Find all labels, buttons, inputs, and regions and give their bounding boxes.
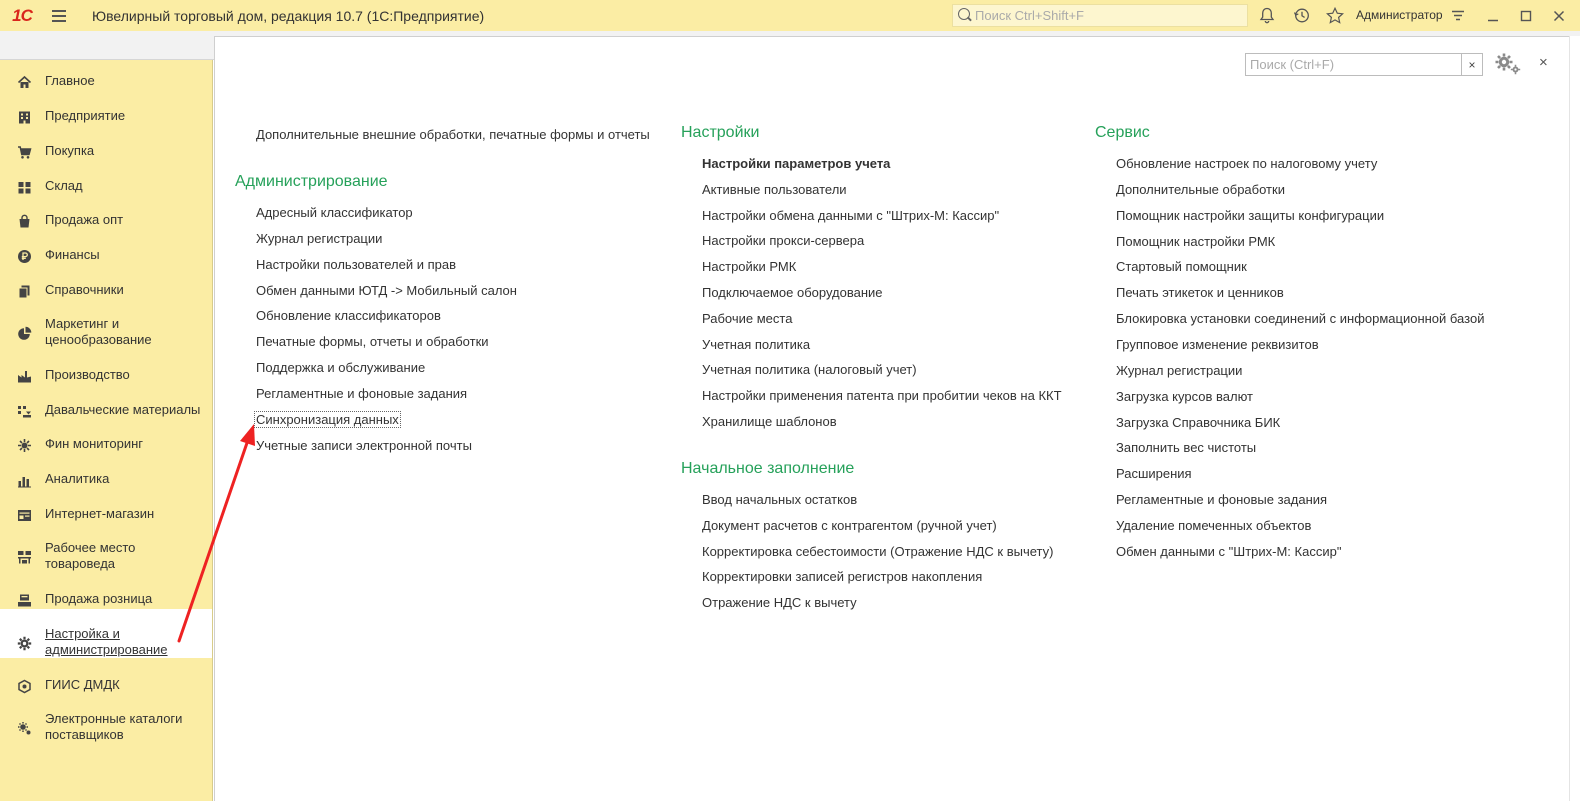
group-settings-heading: Настройки	[681, 124, 760, 141]
sidebar-item-label: Склад	[45, 178, 83, 193]
app-title: Ювелирный торговый дом, редакция 10.7 (1С:Предприятие)	[92, 7, 485, 24]
nav-link[interactable]: Стартовый помощник	[1116, 259, 1247, 275]
enterprise-icon	[15, 108, 33, 126]
nav-link[interactable]: Обновление классификаторов	[256, 308, 441, 324]
sidebar-item[interactable]	[0, 178, 212, 196]
webshop-icon	[15, 506, 33, 524]
scrollbar[interactable]	[1569, 36, 1580, 801]
sidebar-item[interactable]	[0, 73, 212, 91]
sidebar-item[interactable]	[0, 212, 212, 230]
nav-link[interactable]: Адресный классификатор	[256, 205, 413, 220]
sidebar-item[interactable]	[0, 506, 212, 524]
sidebar-item-label: Покупка	[45, 143, 95, 158]
nav-link[interactable]: Обмен данными с "Штрих-М: Кассир"	[1116, 543, 1342, 559]
sidebar-item[interactable]	[0, 108, 212, 126]
nav-link[interactable]: Регламентные и фоновые задания	[1116, 492, 1328, 508]
nav-link[interactable]: Настройки параметров учета	[702, 156, 891, 171]
nav-link[interactable]: Групповое изменение реквизитов	[1116, 336, 1319, 352]
pie-chart-icon	[15, 324, 33, 342]
nav-link[interactable]: Настройки применения патента при пробитии чеков на ККТ	[702, 388, 1062, 404]
sidebar-item-label: Финансы	[45, 247, 100, 262]
sidebar-item[interactable]	[0, 282, 212, 300]
bell-icon[interactable]	[1254, 0, 1280, 31]
nav-link[interactable]: Печать этикеток и ценников	[1116, 285, 1284, 301]
nav-link[interactable]: Удаление помеченных объектов	[1116, 517, 1312, 533]
sidebar-item[interactable]	[0, 471, 212, 489]
nav-link[interactable]: Настройки обмена данными с "Штрих-М: Кассир"	[702, 207, 1000, 223]
monitoring-icon	[15, 436, 33, 454]
nav-link[interactable]: Заполнить вес чистоты	[1116, 440, 1257, 456]
sidebar-item[interactable]	[0, 677, 212, 695]
sidebar-item[interactable]	[0, 316, 212, 348]
sidebar-item[interactable]	[0, 367, 212, 385]
group-service-heading: Сервис	[1095, 124, 1150, 141]
nav-link[interactable]: Учетная политика	[702, 336, 811, 352]
retail-icon	[15, 591, 33, 609]
section-content	[214, 36, 1569, 801]
cart-icon	[15, 143, 33, 161]
sidebar-item[interactable]	[0, 143, 212, 161]
sidebar-item-label: ГИИС ДМДК	[45, 677, 120, 692]
warehouse-icon	[15, 178, 33, 196]
clear-search-icon[interactable]: ×	[1461, 54, 1482, 75]
nav-link[interactable]: Отражение НДС к вычету	[702, 595, 857, 611]
nav-link[interactable]: Печатные формы, отчеты и обработки	[256, 334, 489, 350]
gear-icon	[15, 634, 33, 652]
sidebar-item-label: Продажа опт	[45, 212, 124, 227]
nav-link[interactable]: Подключаемое оборудование	[702, 285, 883, 300]
form-search-input[interactable]	[1246, 54, 1461, 75]
nav-link[interactable]: Ввод начальных остатков	[702, 492, 858, 507]
sidebar-item[interactable]	[0, 436, 212, 454]
reference-icon	[15, 282, 33, 300]
current-user[interactable]: Администратор	[1356, 8, 1443, 22]
sidebar-item[interactable]	[0, 711, 212, 743]
group-initial-fill-heading: Начальное заполнение	[681, 460, 855, 477]
nav-link[interactable]: Загрузка курсов валют	[1116, 388, 1253, 404]
sidebar-item-label: Интернет-магазин	[45, 506, 155, 521]
nav-link[interactable]: Корректировки записей регистров накопления	[702, 569, 983, 585]
sidebar-item-label: Рабочее место товароведа	[45, 540, 136, 571]
nav-link[interactable]: Журнал регистрации	[1116, 362, 1243, 378]
factory-icon	[15, 367, 33, 385]
sidebar-item[interactable]	[0, 591, 212, 609]
form-settings-gear-icon[interactable]	[1494, 52, 1522, 82]
materials-icon	[15, 402, 33, 420]
nav-link[interactable]: Помощник настройки защиты конфигурации	[1116, 207, 1385, 223]
nav-link[interactable]: Настройки прокси-сервера	[702, 233, 865, 249]
nav-link[interactable]: Синхронизация данных	[256, 411, 399, 427]
bag-icon	[15, 212, 33, 230]
nav-link[interactable]: Настройки РМК	[702, 259, 797, 275]
workplace-icon	[15, 548, 33, 566]
global-search-box[interactable]	[952, 4, 1248, 27]
sidebar-item-label: Маркетинг и ценообразование	[45, 316, 152, 347]
sidebar-item-label: Давальческие материалы	[45, 402, 201, 417]
nav-link[interactable]: Блокировка установки соединений с информационной базой	[1116, 311, 1485, 327]
settings-menu-icon[interactable]	[1445, 0, 1471, 31]
nav-link[interactable]: Загрузка Справочника БИК	[1116, 414, 1281, 430]
nav-link[interactable]: Помощник настройки РМК	[1116, 233, 1276, 249]
giis-icon	[15, 677, 33, 695]
nav-link[interactable]: Настройки пользователей и прав	[256, 256, 457, 272]
nav-link[interactable]: Обновление настроек по налоговому учету	[1116, 156, 1378, 171]
1c-logo: 1С	[12, 5, 32, 25]
window-close-icon[interactable]	[1546, 0, 1572, 31]
sidebar-item-label: Фин мониторинг	[45, 436, 143, 451]
form-search-box[interactable]	[1245, 53, 1483, 76]
nav-link[interactable]: Корректировка себестоимости (Отражение НДС к вычету)	[702, 543, 1054, 559]
sidebar-item-label: Аналитика	[45, 471, 110, 486]
group-administration-heading: Администрирование	[235, 173, 388, 190]
global-search-input[interactable]	[975, 8, 1235, 23]
sidebar-item-label: Справочники	[45, 282, 124, 297]
home-icon	[15, 73, 33, 91]
sidebar-item-label: Производство	[45, 367, 130, 382]
main-menu-icon[interactable]	[52, 0, 74, 31]
additional-external-processing-link[interactable]: Дополнительные внешние обработки, печатные формы и отчеты	[256, 127, 650, 142]
nav-link[interactable]: Хранилище шаблонов	[702, 414, 837, 429]
nav-link[interactable]: Обмен данными ЮТД -> Мобильный салон	[256, 282, 517, 298]
bar-chart-icon	[15, 471, 33, 489]
nav-link[interactable]: Журнал регистрации	[256, 230, 383, 246]
sidebar-item-label: Настройка и администрирование	[45, 626, 168, 657]
nav-link[interactable]: Поддержка и обслуживание	[256, 360, 426, 376]
ruble-icon	[15, 247, 33, 265]
sidebar-item-label: Электронные каталоги поставщиков	[45, 711, 183, 742]
catalog-icon	[15, 719, 33, 737]
favorites-star-icon[interactable]	[1322, 0, 1348, 31]
sidebar-item[interactable]	[0, 609, 212, 658]
sections-panel	[0, 60, 213, 801]
nav-link[interactable]: Расширения	[1116, 466, 1192, 482]
nav-link[interactable]: Активные пользователи	[702, 181, 847, 197]
nav-link[interactable]: Регламентные и фоновые задания	[256, 385, 468, 401]
maximize-icon[interactable]	[1513, 0, 1539, 31]
form-close-icon[interactable]: ×	[1539, 54, 1548, 71]
history-icon[interactable]	[1288, 0, 1314, 31]
search-icon	[957, 4, 975, 27]
sidebar-item-label: Предприятие	[45, 108, 126, 123]
nav-link[interactable]: Документ расчетов с контрагентом (ручной учет)	[702, 517, 997, 533]
sidebar-item-label: Главное	[45, 73, 95, 88]
sidebar-item-label: Продажа розница	[45, 591, 153, 606]
minimize-icon[interactable]	[1480, 0, 1506, 31]
nav-link[interactable]: Учетная политика (налоговый учет)	[702, 362, 917, 378]
sidebar-item[interactable]	[0, 540, 212, 572]
sidebar-item[interactable]	[0, 402, 212, 420]
nav-link[interactable]: Учетные записи электронной почты	[256, 437, 472, 453]
nav-link[interactable]: Рабочие места	[702, 310, 793, 326]
nav-link[interactable]: Дополнительные обработки	[1116, 181, 1285, 197]
sidebar-item[interactable]	[0, 247, 212, 265]
